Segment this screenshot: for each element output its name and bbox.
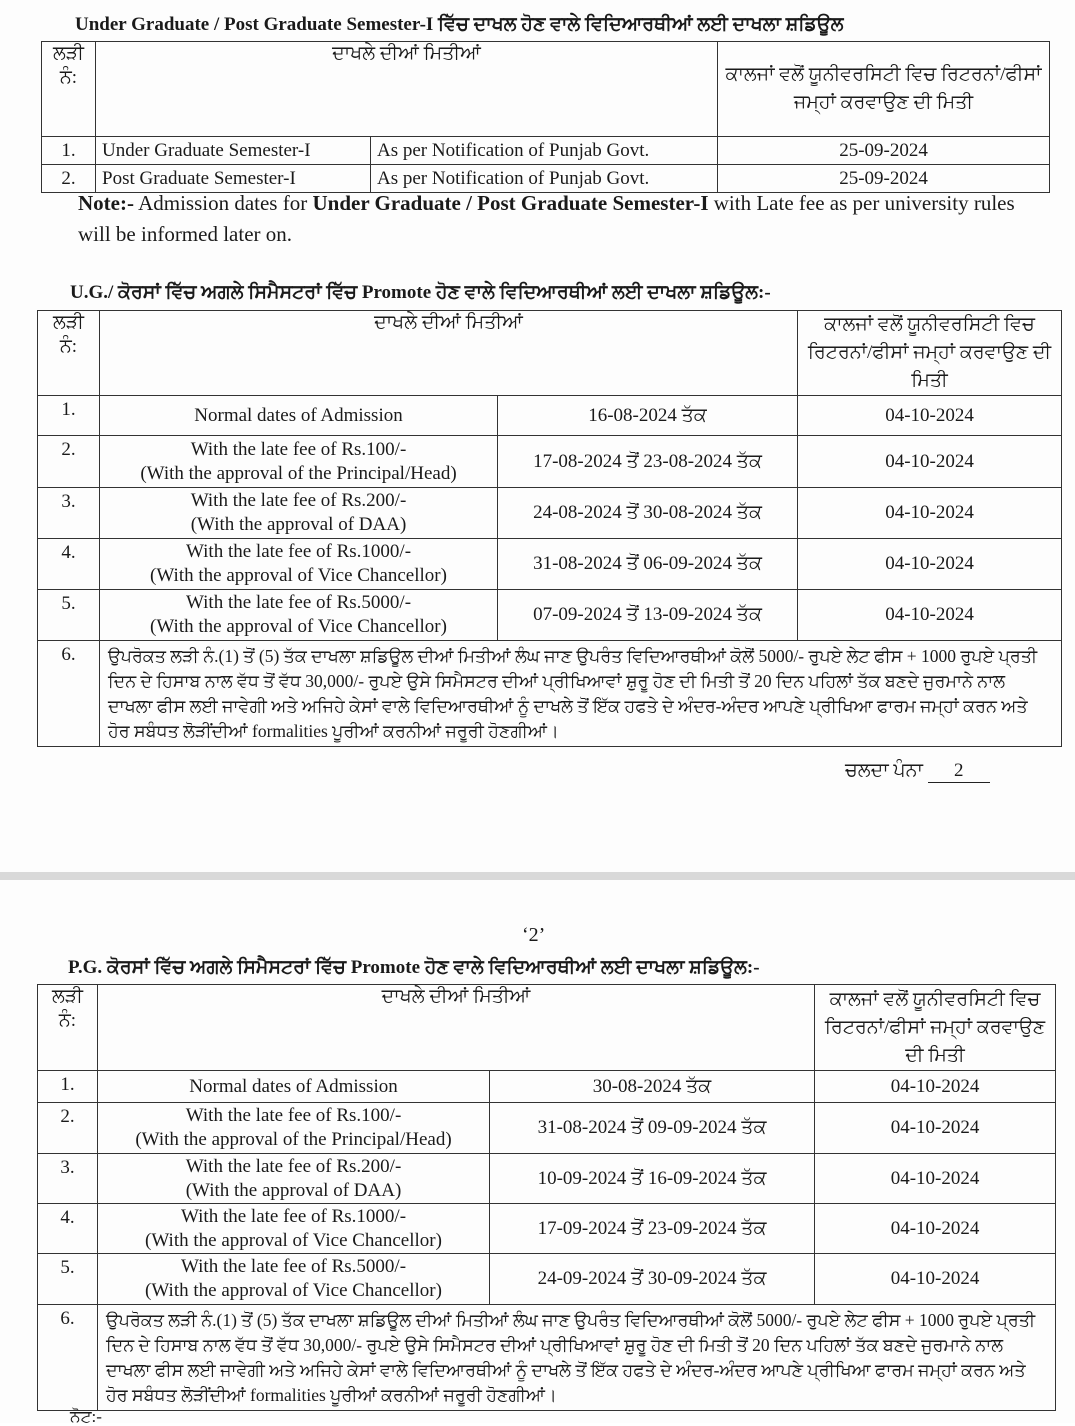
row-dates: 17-09-2024 ਤੋਂ 23-09-2024 ਤੱਕ [490,1204,815,1254]
row-return-date: 04-10-2024 [815,1204,1056,1254]
row-description-line2: (With the approval of the Principal/Head) [140,462,457,484]
row-return-date: 25-09-2024 [718,137,1050,165]
row-description-line2: (With the approval of DAA) [190,514,407,535]
note-label: Note:- [78,191,134,215]
row-dates: As per Notification of Punjab Govt. [371,137,718,165]
table-row [38,1204,1056,1254]
continued-on-page [845,760,990,783]
row-serial: 5. [38,590,100,641]
row-serial: 3. [38,488,100,539]
table-row [38,1254,1056,1305]
col-header-return-date: ਕਾਲਜਾਂ ਵਲੋਂ ਯੂਨੀਵਰਸਿਟੀ ਵਿਚ ਰਿਟਰਨਾਂ/ਫੀਸਾਂ ਜਮ੍ਹਾਂ ਕਰਵਾਉਣ ਦੀ ਮਿਤੀ [718,42,1050,137]
row-dates: 16-08-2024 ਤੱਕ [498,396,798,436]
page-number-mark: ‘2’ [522,924,546,946]
section1-table [41,41,1050,193]
row-serial: 5. [38,1254,98,1305]
row-serial: 4. [38,1204,98,1254]
row-serial: 2. [38,436,100,488]
row-description-line1: With the late fee of Rs.1000/- [185,541,412,562]
row-serial: 1. [38,1071,98,1103]
table-row [38,539,1062,590]
row-description-line1: With the late fee of Rs.5000/- [180,1256,407,1277]
table-row [42,137,1050,165]
section2-heading: U.G./ ਕੋਰਸਾਂ ਵਿੱਚ ਅਗਲੇ ਸਿਮੈਸਟਰਾਂ ਵਿੱਚ Promote ਹੋਣ ਵਾਲੇ ਵਿਦਿਆਰਥੀਆਂ ਲਈ ਦਾਖਲਾ ਸ਼ਡਿਊਲ:- [70,282,771,303]
row-description [98,1254,490,1305]
row-dates: 17-08-2024 ਤੋਂ 23-08-2024 ਤੱਕ [498,436,798,488]
row-dates: 24-08-2024 ਤੋਂ 30-08-2024 ਤੱਕ [498,488,798,539]
table-row [38,436,1062,488]
row-return-date: 04-10-2024 [815,1071,1056,1103]
row-description [100,488,498,539]
row-return-date: 04-10-2024 [798,396,1062,436]
section1-heading: Under Graduate / Post Graduate Semester-I ਵਿੱਚ ਦਾਖਲ ਹੋਣ ਵਾਲੇ ਵਿਦਿਆਰਥੀਆਂ ਲਈ ਦਾਖਲਾ ਸ਼ਡਿਊਲ [75,14,844,35]
note-text-part2: with Late fee as per university rules will be informed later on. [78,191,1015,246]
table-header-row [38,985,1056,1071]
table-row [38,1305,1056,1411]
row-description-line1: Normal dates of Admission [189,1075,398,1097]
row-description [100,396,498,436]
row-serial: 2. [42,165,96,193]
table-row [38,1071,1056,1103]
row-serial: 6. [38,641,100,747]
penalty-paragraph: ਉਪਰੋਕਤ ਲੜੀ ਨੰ.(1) ਤੋਂ (5) ਤੱਕ ਦਾਖਲਾ ਸ਼ਡਿਊਲ ਦੀਆਂ ਮਿਤੀਆਂ ਲੰਘ ਜਾਣ ਉਪਰੰਤ ਵਿਦਿਆਰਥੀਆਂ ਕੋਲੋਂ 5000/- ਰੁਪਏ ਲੇਟ ਫੀਸ + 1000 ਰੁਪਏ ਪ੍ਰਤੀ ਦਿਨ ਦੇ ਹਿਸਾਬ ਨਾਲ ਵੱਧ ਤੋਂ ਵੱਧ 30,000/- ਰੁਪਏ ਉਸੇ ਸਿਮੈਸਟਰ ਦੀਆਂ ਪ੍ਰੀਖਿਆਵਾਂ ਸ਼ੁਰੂ ਹੋਣ ਦੀ ਮਿਤੀ ਤੋਂ 20 ਦਿਨ ਪਹਿਲਾਂ ਤੱਕ ਬਣਦੇ ਜੁਰਮਾਨੇ ਨਾਲ ਦਾਖਲਾ ਫੀਸ ਲਈ ਜਾਵੇਗੀ ਅਤੇ ਅਜਿਹੇ ਕੇਸਾਂ ਵਾਲੇ ਵਿਦਿਆਰਥੀਆਂ ਨੂੰ ਦਾਖਲੇ ਤੋਂ ਇੱਕ ਹਫਤੇ ਦੇ ਅੰਦਰ-ਅੰਦਰ ਆਪਣੇ ਪ੍ਰੀਖਿਆ ਫਾਰਮ ਜਮ੍ਹਾਂ ਕਰਨ ਅਤੇ ਹੋਰ ਸਬੰਧਤ ਲੋੜੀਂਦੀਆਂ formalities ਪੂਰੀਆਂ ਕਰਨੀਆਂ ਜਰੂਰੀ ਹੋਣਗੀਆਂ। [100,641,1062,747]
row-description-line1: With the late fee of Rs.200/- [185,1155,402,1177]
section3-table [37,984,1056,1411]
row-serial: 1. [38,396,100,436]
row-return-date: 04-10-2024 [815,1103,1056,1154]
row-description-line2: (With the approval of the Principal/Head) [135,1129,452,1150]
col-header-return-date: ਕਾਲਜਾਂ ਵਲੋਂ ਯੂਨੀਵਰਸਿਟੀ ਵਿਚ ਰਿਟਰਨਾਂ/ਫੀਸਾਂ ਜਮ੍ਹਾਂ ਕਰਵਾਉਣ ਦੀ ਮਿਤੀ [798,311,1062,396]
row-return-date: 04-10-2024 [798,436,1062,488]
row-return-date: 04-10-2024 [798,539,1062,590]
row-description-line2: (With the approval of Vice Chancellor) [145,1280,442,1301]
row-description-line1: Normal dates of Admission [194,404,403,426]
section3-heading: P.G. ਕੋਰਸਾਂ ਵਿੱਚ ਅਗਲੇ ਸਿਮੈਸਟਰਾਂ ਵਿੱਚ Promote ਹੋਣ ਵਾਲੇ ਵਿਦਿਆਰਥੀਆਂ ਲਈ ਦਾਖਲਾ ਸ਼ਡਿਊਲ:- [68,957,760,978]
row-description-line1: With the late fee of Rs.100/- [185,1105,402,1126]
row-serial: 4. [38,539,100,590]
col-header-admission-dates: ਦਾਖਲੇ ਦੀਆਂ ਮਿਤੀਆਂ [100,311,798,396]
row-serial: 1. [42,137,96,165]
table-header-row [42,42,1050,137]
row-dates: As per Notification of Punjab Govt. [371,165,718,193]
col-header-serial: ਲੜੀ ਨੰ: [42,42,96,137]
row-dates: 30-08-2024 ਤੱਕ [490,1071,815,1103]
row-course: Under Graduate Semester-I [96,137,371,165]
row-description [100,590,498,641]
row-return-date: 04-10-2024 [815,1154,1056,1204]
row-dates: 10-09-2024 ਤੋਂ 16-09-2024 ਤੱਕ [490,1154,815,1204]
trailing-note-label: ਨੋਟ:- [70,1407,102,1426]
row-return-date: 04-10-2024 [798,590,1062,641]
row-serial: 2. [38,1103,98,1154]
note-text-part1: Admission dates for [138,191,308,215]
row-description-line2: (With the approval of DAA) [185,1179,402,1201]
row-description-line1: With the late fee of Rs.200/- [190,490,407,511]
row-description [100,436,498,488]
row-course: Post Graduate Semester-I [96,165,371,193]
penalty-paragraph: ਉਪਰੋਕਤ ਲੜੀ ਨੰ.(1) ਤੋਂ (5) ਤੱਕ ਦਾਖਲਾ ਸ਼ਡਿਊਲ ਦੀਆਂ ਮਿਤੀਆਂ ਲੰਘ ਜਾਣ ਉਪਰੰਤ ਵਿਦਿਆਰਥੀਆਂ ਕੋਲੋਂ 5000/- ਰੁਪਏ ਲੇਟ ਫੀਸ + 1000 ਰੁਪਏ ਪ੍ਰਤੀ ਦਿਨ ਦੇ ਹਿਸਾਬ ਨਾਲ ਵੱਧ ਤੋਂ ਵੱਧ 30,000/- ਰੁਪਏ ਉਸੇ ਸਿਮੈਸਟਰ ਦੀਆਂ ਪ੍ਰੀਖਿਆਵਾਂ ਸ਼ੁਰੂ ਹੋਣ ਦੀ ਮਿਤੀ ਤੋਂ 20 ਦਿਨ ਪਹਿਲਾਂ ਤੱਕ ਬਣਦੇ ਜੁਰਮਾਨੇ ਨਾਲ ਦਾਖਲਾ ਫੀਸ ਲਈ ਜਾਵੇਗੀ ਅਤੇ ਅਜਿਹੇ ਕੇਸਾਂ ਵਾਲੇ ਵਿਦਿਆਰਥੀਆਂ ਨੂੰ ਦਾਖਲੇ ਤੋਂ ਇੱਕ ਹਫਤੇ ਦੇ ਅੰਦਰ-ਅੰਦਰ ਆਪਣੇ ਪ੍ਰੀਖਿਆ ਫਾਰਮ ਜਮ੍ਹਾਂ ਕਰਨ ਅਤੇ ਹੋਰ ਸਬੰਧਤ ਲੋੜੀਂਦੀਆਂ formalities ਪੂਰੀਆਂ ਕਰਨੀਆਂ ਜਰੂਰੀ ਹੋਣਗੀਆਂ। [98,1305,1056,1411]
row-serial: 3. [38,1154,98,1204]
row-description-line2: (With the approval of Vice Chancellor) [150,565,447,586]
row-description [98,1071,490,1103]
row-description-line2: (With the approval of Vice Chancellor) [145,1229,442,1251]
row-description-line2: (With the approval of Vice Chancellor) [150,616,447,637]
row-dates: 07-09-2024 ਤੋਂ 13-09-2024 ਤੱਕ [498,590,798,641]
col-header-return-date: ਕਾਲਜਾਂ ਵਲੋਂ ਯੂਨੀਵਰਸਿਟੀ ਵਿਚ ਰਿਟਰਨਾਂ/ਫੀਸਾਂ ਜਮ੍ਹਾਂ ਕਰਵਾਉਣ ਦੀ ਮਿਤੀ [815,985,1056,1071]
row-description [98,1154,490,1204]
col-header-admission-dates: ਦਾਖਲੇ ਦੀਆਂ ਮਿਤੀਆਂ [98,985,815,1071]
col-header-serial: ਲੜੀ ਨੰ: [38,311,100,396]
note-text-bold: Under Graduate / Post Graduate Semester-I [312,191,709,215]
row-serial: 6. [38,1305,98,1411]
table-row [38,1103,1056,1154]
row-description-line1: With the late fee of Rs.1000/- [180,1205,407,1227]
row-description [100,539,498,590]
table-row [38,396,1062,436]
section1-note [78,188,1028,250]
col-header-admission-dates: ਦਾਖਲੇ ਦੀਆਂ ਮਿਤੀਆਂ [96,42,718,137]
table-row [38,590,1062,641]
table-row [38,488,1062,539]
row-description-line1: With the late fee of Rs.5000/- [185,592,412,613]
page-divider [0,872,1075,880]
table-row [38,641,1062,747]
row-dates: 31-08-2024 ਤੋਂ 06-09-2024 ਤੱਕ [498,539,798,590]
col-header-serial: ਲੜੀ ਨੰ: [38,985,98,1071]
row-return-date: 25-09-2024 [718,165,1050,193]
row-return-date: 04-10-2024 [798,488,1062,539]
continued-label: ਚਲਦਾ ਪੰਨਾ [845,760,923,781]
section2-table [37,310,1062,747]
row-description [98,1103,490,1154]
continued-page-number: 2 [928,760,990,783]
row-description-line1: With the late fee of Rs.100/- [190,438,407,460]
row-description [98,1204,490,1254]
table-row [38,1154,1056,1204]
row-dates: 31-08-2024 ਤੋਂ 09-09-2024 ਤੱਕ [490,1103,815,1154]
row-dates: 24-09-2024 ਤੋਂ 30-09-2024 ਤੱਕ [490,1254,815,1305]
table-header-row [38,311,1062,396]
row-return-date: 04-10-2024 [815,1254,1056,1305]
